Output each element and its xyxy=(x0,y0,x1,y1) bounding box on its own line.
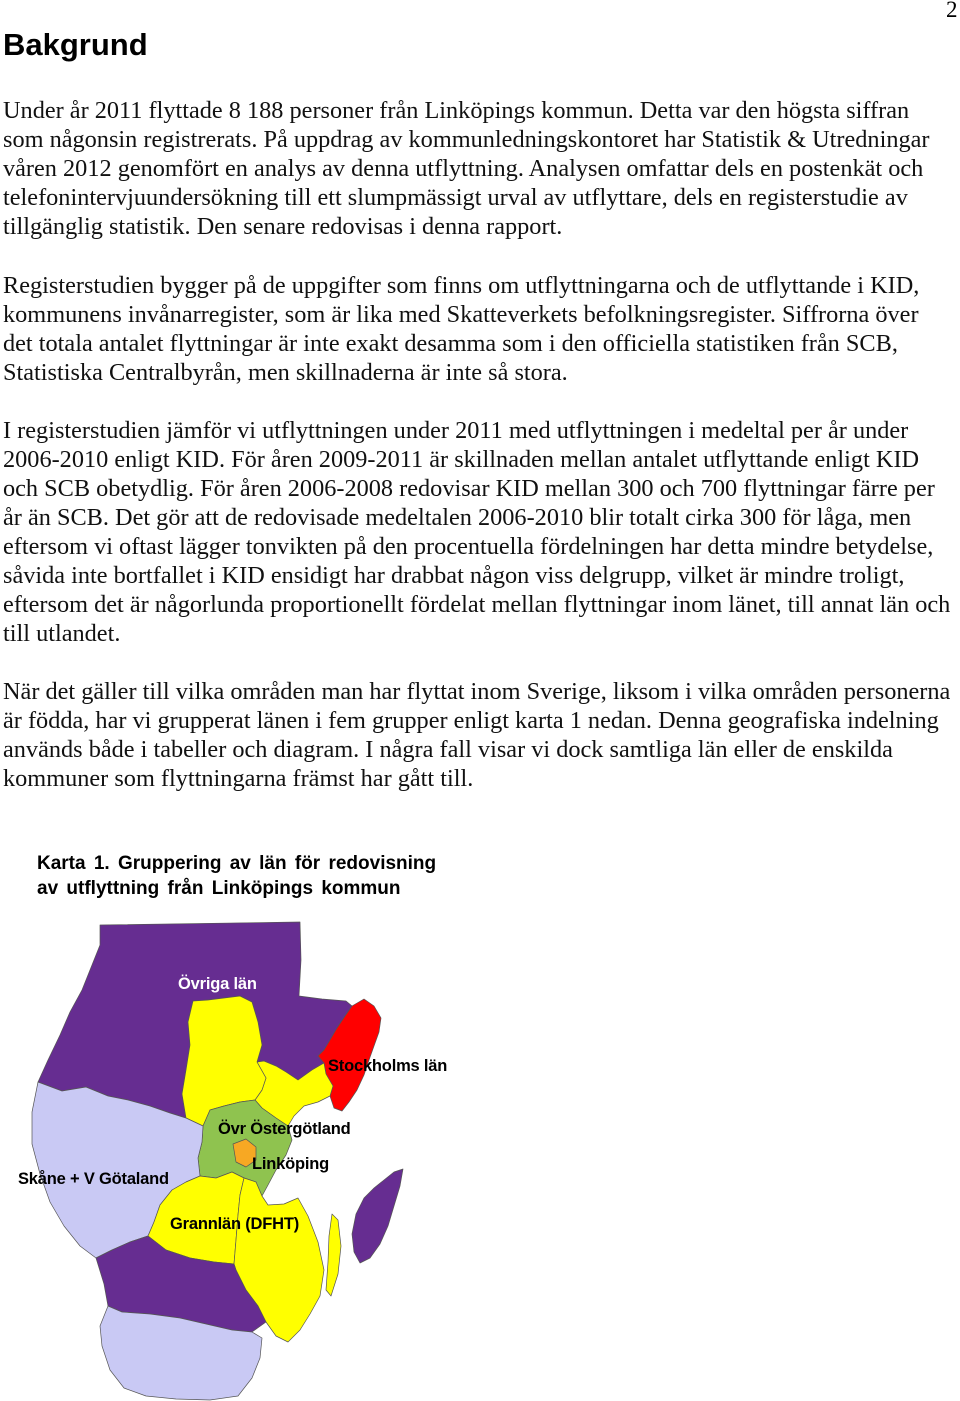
paragraph-regions xyxy=(3,677,950,793)
paragraph-line: kommuner som flyttningarna främst har gått till. xyxy=(3,765,474,792)
paragraph-line: våren 2012 genomfört en analys av denna utflyttning. Analysen omfattar dels en postenkät och xyxy=(3,155,924,182)
region-gotland xyxy=(352,1169,403,1263)
county-group-map xyxy=(0,915,470,1401)
paragraph-line: Under år 2011 flyttade 8 188 personer från Linköpings kommun. Detta var den högsta siffran xyxy=(3,97,910,124)
paragraph-line: såvida inte bortfallet i KID ensidigt har drabbat någon viss delgrupp, vilket är mindre troligt, xyxy=(3,562,905,589)
page-number: 2 xyxy=(946,0,958,22)
paragraph-comparison xyxy=(3,416,950,648)
paragraph-line: Registerstudien bygger på de uppgifter som finns om utflyttningarna och de utflyttande i KID, xyxy=(3,272,920,299)
map-label-linkoping: Linköping xyxy=(252,1155,330,1173)
paragraph-line: I registerstudien jämför vi utflyttningen under 2011 med utflyttningen i medeltal per år under xyxy=(3,417,909,444)
paragraph-line: tillgänglig statistik. Den senare redovisas i denna rapport. xyxy=(3,213,563,240)
region-grannlan-oland xyxy=(326,1214,341,1296)
paragraph-line: används både i tabeller och diagram. I några fall visar vi dock samtliga län eller de enskilda xyxy=(3,736,893,763)
paragraph-line: till utlandet. xyxy=(3,620,121,647)
map-label-grannlan: Grannlän (DFHT) xyxy=(170,1215,299,1233)
map-label-stockholms-lan: Stockholms län xyxy=(328,1057,448,1075)
paragraph-line: telefonintervjuundersökning till ett slumpmässigt urval av utflyttare, dels en registerstudie av xyxy=(3,184,908,211)
paragraph-line: eftersom vi oftast lägger tonvikten på den procentuella fördelningen har detta mindre betydelse, xyxy=(3,533,934,560)
paragraph-line: är födda, har vi grupperat länen i fem grupper enligt karta 1 nedan. Denna geografiska indelning xyxy=(3,707,939,734)
map-caption xyxy=(37,851,436,901)
map-label-ovr-ostergotland: Övr Östergötland xyxy=(218,1120,351,1138)
caption-line: av utflyttning från Linköpings kommun xyxy=(37,878,401,899)
caption-line: Karta 1. Gruppering av län för redovisning xyxy=(37,853,437,874)
paragraph-line: Statistiska Centralbyrån, men skillnaderna är inte så stora. xyxy=(3,359,568,386)
paragraph-line: och SCB obetydlig. För åren 2006-2008 redovisar KID mellan 300 och 700 flyttningar färre per xyxy=(3,475,935,502)
paragraph-line: eftersom det är någorlunda proportionellt fördelat mellan flyttningar inom länet, till annat län och xyxy=(3,591,951,618)
paragraph-line: år än SCB. Det gör att de redovisade medeltalen 2006-2010 blir totalt cirka 300 för låga, men xyxy=(3,504,912,531)
paragraph-intro xyxy=(3,96,930,241)
map-label-skane-v-gotaland: Skåne + V Götaland xyxy=(18,1170,169,1188)
map-label-ovriga-lan: Övriga län xyxy=(178,975,257,993)
paragraph-registerstudy xyxy=(3,271,919,387)
map-regions xyxy=(32,922,403,1400)
section-heading: Bakgrund xyxy=(3,27,148,62)
paragraph-line: När det gäller till vilka områden man har flyttat inom Sverige, liksom i vilka områden personerna xyxy=(3,678,951,705)
paragraph-line: 2006-2010 enligt KID. För åren 2009-2011 är skillnaden mellan antalet utflyttande enligt KID xyxy=(3,446,920,473)
paragraph-line: det totala antalet flyttningar är inte exakt desamma som i den officiella statistiken från SCB, xyxy=(3,330,898,357)
paragraph-line: som någonsin registrerats. På uppdrag av kommunledningskontoret har Statistik & Utredningar xyxy=(3,126,930,153)
paragraph-line: kommunens invånarregister, som är lika med Skatteverkets befolkningsregister. Siffrorna över xyxy=(3,301,919,328)
